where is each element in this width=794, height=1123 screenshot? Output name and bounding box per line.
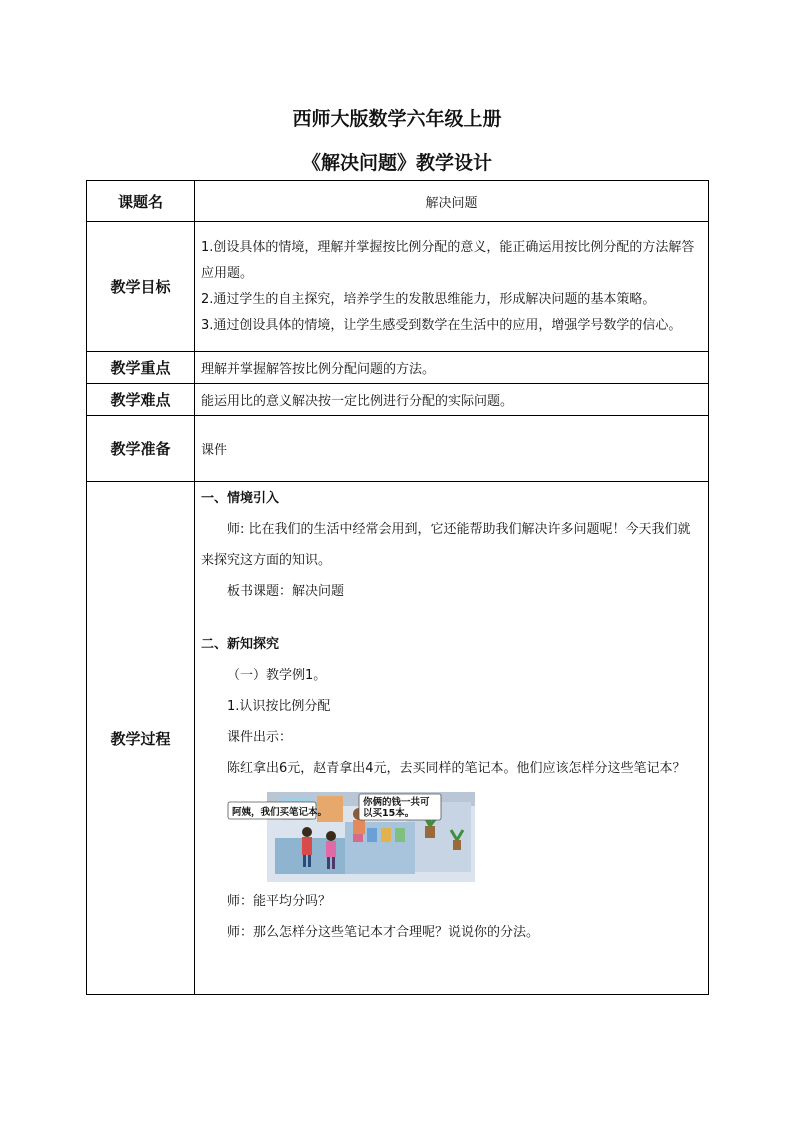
speech-bubble-right-line1: 你俩的钱一共可 (363, 797, 430, 808)
section-heading: 二、新知探究 (201, 637, 280, 652)
table-row (87, 352, 709, 384)
row-value: 课件 (195, 416, 709, 482)
lesson-plan-table (86, 180, 709, 995)
problem-text: 陈红拿出6元，赵青拿出4元，去买同样的笔记本。他们应该怎样分这些笔记本？ (227, 761, 686, 776)
paragraph: 师: 比在我们的生活中经常会用到，它还能帮助我们解决许多问题呢！今天我们就来探究这方面的知识。 (201, 522, 691, 568)
table-row (87, 482, 709, 995)
row-label: 教学目标 (87, 222, 195, 352)
paragraph: 师：那么怎样分这些笔记本才合理呢？说说你的分法。 (227, 925, 540, 940)
doc-title-line1: 西师大版数学六年级上册 (292, 108, 502, 130)
stationery-shop-illustration (227, 792, 475, 882)
paragraph: 课件出示： (227, 730, 293, 745)
table-row (87, 181, 709, 222)
row-label: 教学难点 (87, 384, 195, 416)
objective-line: 3.通过创设具体的情境，让学生感受到数学在生活中的应用，增强学号数学的信心。 (201, 317, 682, 333)
speech-bubble-left: 阿姨，我们买笔记本。 (232, 807, 328, 818)
table-row (87, 222, 709, 352)
section-heading: 一、情境引入 (201, 491, 280, 506)
row-value (195, 222, 709, 352)
table-row (87, 416, 709, 482)
row-label: 课题名 (87, 181, 195, 222)
row-value: 理解并掌握解答按比例分配问题的方法。 (195, 352, 709, 384)
row-label: 教学过程 (87, 482, 195, 995)
row-label: 教学准备 (87, 416, 195, 482)
row-value: 能运用比的意义解决按一定比例进行分配的实际问题。 (195, 384, 709, 416)
doc-title-line2: 《解决问题》教学设计 (301, 152, 492, 174)
paragraph: 板书课题：解决问题 (227, 584, 345, 599)
objective-line: 1.创设具体的情境，理解并掌握按比例分配的意义，能正确运用按比例分配的方法解答应用题。 (201, 239, 695, 281)
row-label: 教学重点 (87, 352, 195, 384)
row-value (195, 482, 709, 995)
paragraph: 1.认识按比例分配 (227, 699, 331, 714)
row-value: 解决问题 (195, 181, 709, 222)
speech-bubble-right-line2: 以买15本。 (363, 808, 415, 819)
paragraph: 师：能平均分吗？ (227, 894, 332, 909)
table-row (87, 384, 709, 416)
objective-line: 2.通过学生的自主探究，培养学生的发散思维能力，形成解决问题的基本策略。 (201, 291, 656, 307)
paragraph: （一）教学例1。 (227, 668, 327, 683)
